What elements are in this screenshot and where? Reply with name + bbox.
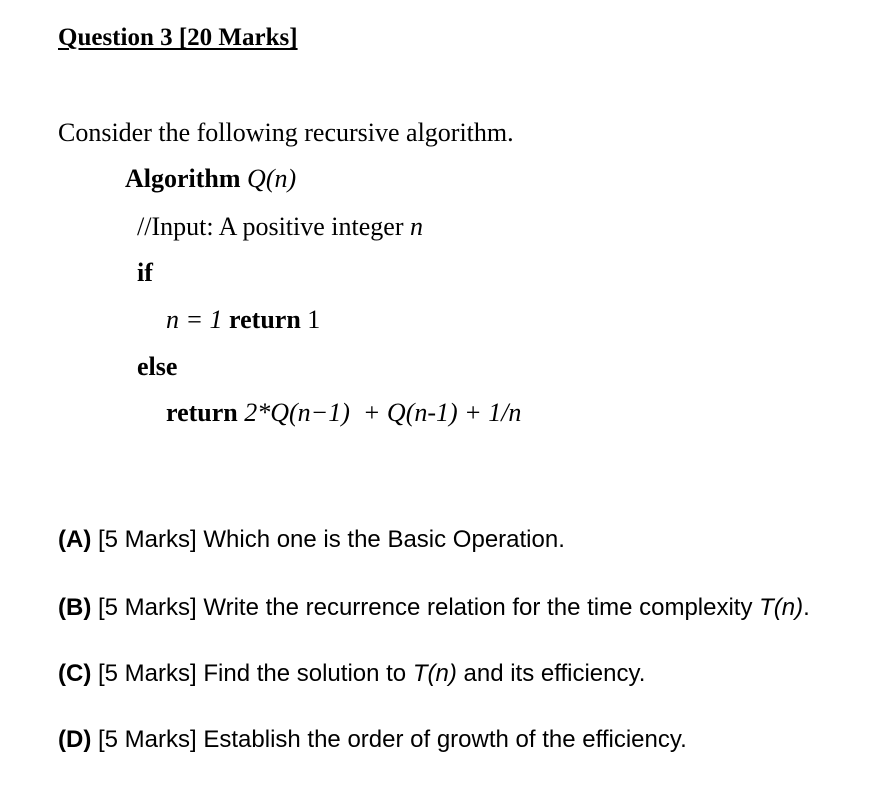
question-c-label: (C) xyxy=(58,660,92,687)
question-d xyxy=(58,726,687,754)
question-a-text: Which one is the Basic Operation. xyxy=(203,526,565,553)
question-b-italic: T(n) xyxy=(759,594,804,621)
condition-expression: n = 1 xyxy=(166,305,223,334)
question-c xyxy=(58,660,645,688)
input-variable: n xyxy=(409,212,423,241)
if-keyword: if xyxy=(137,258,153,287)
question-d-label: (D) xyxy=(58,726,92,753)
else-keyword: else xyxy=(137,352,178,381)
if-line xyxy=(137,258,153,288)
algorithm-keyword: Algorithm xyxy=(125,164,241,193)
question-b-text: Write the recurrence relation for the time complexity xyxy=(203,594,753,621)
question-c-marks: [5 Marks] xyxy=(98,660,197,687)
else-return-line xyxy=(166,398,521,428)
question-d-text: Establish the order of growth of the efficiency. xyxy=(203,726,687,753)
question-b xyxy=(58,594,810,622)
question-heading: Question 3 [20 Marks] xyxy=(58,24,298,51)
condition-return-value: 1 xyxy=(307,305,321,334)
question-c-text-after: and its efficiency. xyxy=(463,660,646,687)
question-d-marks: [5 Marks] xyxy=(98,726,197,753)
algorithm-header xyxy=(125,164,296,194)
condition-line xyxy=(166,305,320,335)
question-a-marks: [5 Marks] xyxy=(98,526,197,553)
else-return-expression: 2*Q(n−1) + Q(n-1) + 1/n xyxy=(244,398,522,427)
question-a-label: (A) xyxy=(58,526,92,553)
question-c-text: Find the solution to xyxy=(203,660,407,687)
question-a xyxy=(58,526,565,554)
question-b-marks: [5 Marks] xyxy=(98,594,197,621)
question-b-label: (B) xyxy=(58,594,92,621)
algorithm-name: Q(n) xyxy=(247,164,297,193)
condition-return-keyword: return xyxy=(229,305,301,334)
input-comment-text: //Input: A positive integer xyxy=(137,212,404,241)
question-b-text-after: . xyxy=(803,594,810,621)
intro-text: Consider the following recursive algorithm. xyxy=(58,118,514,147)
else-line xyxy=(137,352,177,382)
question-c-italic: T(n) xyxy=(412,660,457,687)
algorithm-input-comment xyxy=(137,212,423,242)
else-return-keyword: return xyxy=(166,398,238,427)
